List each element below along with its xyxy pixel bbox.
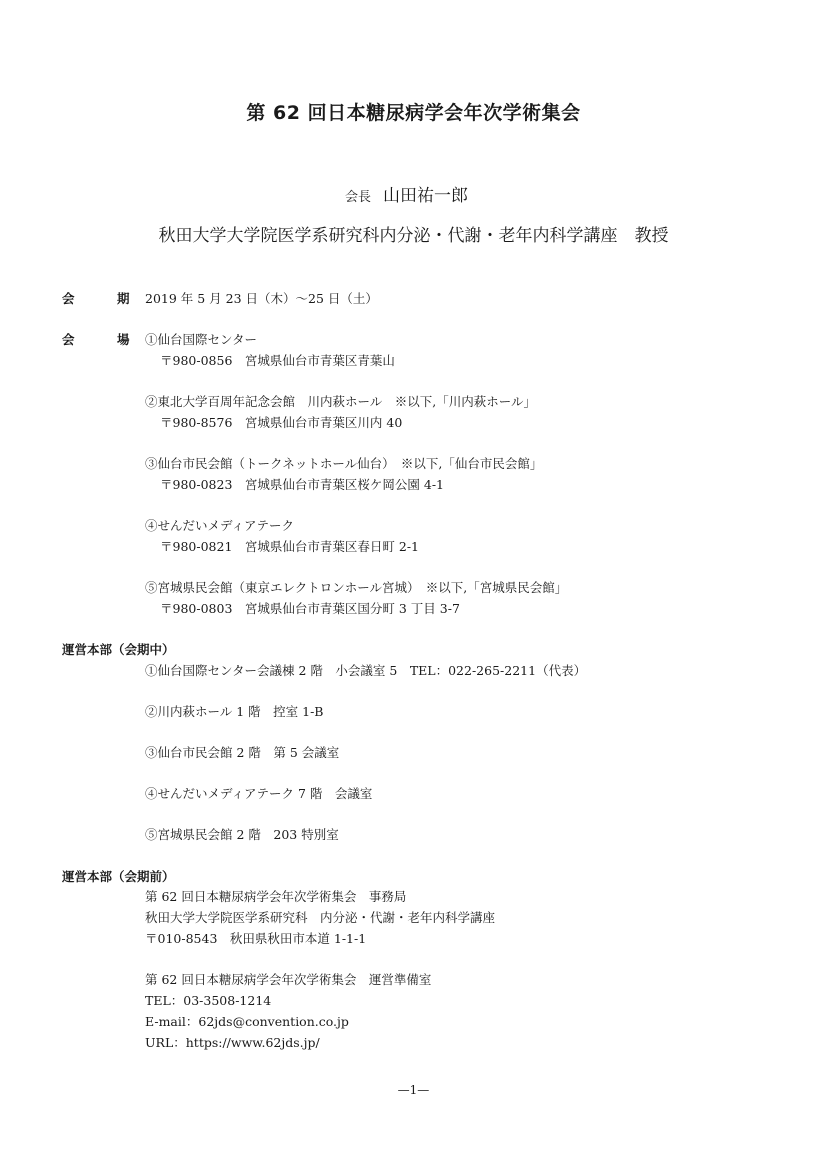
president-affiliation: 秋田大学大学院医学系研究科内分泌・代謝・老年内科学講座 教授: [158, 226, 669, 246]
hq-during-item-2: ②川内萩ホール 1 階 控室 1-B: [145, 704, 324, 719]
venue-2-address: 〒980-8576 宮城県仙台市青葉区川内 40: [160, 415, 403, 430]
president-role: 会長: [345, 190, 372, 205]
page-title: 第 62 回日本糖尿病学会年次学術集会: [246, 102, 581, 124]
hq-during-item-4: ④せんだいメディアテーク 7 階 会議室: [145, 786, 373, 801]
office-name: 第 62 回日本糖尿病学会年次学術集会 事務局: [145, 889, 407, 904]
prep-office-name: 第 62 回日本糖尿病学会年次学術集会 運営準備室: [145, 972, 432, 987]
page-number: —1—: [397, 1083, 430, 1097]
office-address: 〒010-8543 秋田県秋田市本道 1-1-1: [145, 931, 367, 946]
venue-2-name: ②東北大学百周年記念会館 川内萩ホール ※以下,「川内萩ホール」: [145, 394, 536, 409]
hq-during-label: 運営本部（会期中）: [62, 642, 175, 657]
venue-label: 会 場: [62, 332, 145, 347]
venue-3-address: 〒980-0823 宮城県仙台市青葉区桜ケ岡公園 4-1: [160, 477, 444, 492]
period-value: 2019 年 5 月 23 日（木）～25 日（土）: [145, 291, 378, 306]
president-line: [345, 181, 468, 206]
venue-5-address: 〒980-0803 宮城県仙台市青葉区国分町 3 丁目 3-7: [160, 601, 460, 616]
office-department: 秋田大学大学院医学系研究科 内分泌・代謝・老年内科学講座: [145, 910, 496, 925]
hq-during-item-3: ③仙台市民会館 2 階 第 5 会議室: [145, 745, 340, 760]
venue-4-address: 〒980-0821 宮城県仙台市青葉区春日町 2-1: [160, 539, 419, 554]
venue-3-name: ③仙台市民会館（トークネットホール仙台） ※以下,「仙台市民会館」: [145, 456, 543, 471]
venue-5-name: ⑤宮城県民会館（東京エレクトロンホール宮城） ※以下,「宮城県民会館」: [145, 580, 568, 595]
prep-office-url: URL：https://www.62jds.jp/: [145, 1035, 320, 1050]
venue-1-name: ①仙台国際センター: [145, 332, 258, 347]
hq-during-item-1: ①仙台国際センター会議棟 2 階 小会議室 5 TEL：022-265-2211（代表）: [145, 663, 587, 678]
venue-4-name: ④せんだいメディアテーク: [145, 518, 295, 533]
prep-office-tel: TEL：03-3508-1214: [145, 993, 272, 1008]
period-label: 会 期: [62, 291, 145, 306]
hq-before-label: 運営本部（会期前）: [62, 869, 175, 884]
president-name: 山田祐一郎: [383, 186, 469, 206]
hq-during-item-5: ⑤宮城県民会館 2 階 203 特別室: [145, 827, 339, 842]
prep-office-email: E-mail：62jds@convention.co.jp: [145, 1014, 349, 1029]
venue-1-address: 〒980-0856 宮城県仙台市青葉区青葉山: [160, 353, 395, 368]
